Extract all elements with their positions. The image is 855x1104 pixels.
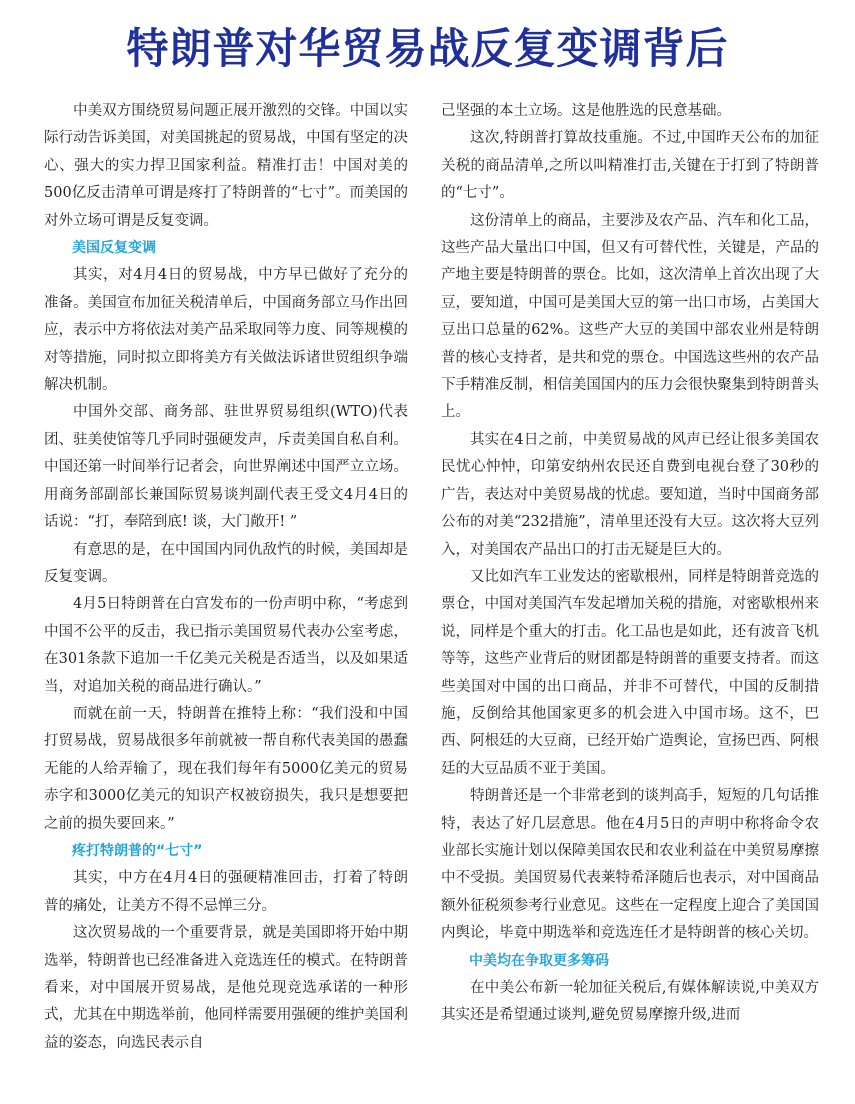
paragraph: 其实，中方在4月4日的强硬精准回击，打着了特朗普的痛处，让美方不得不忌惮三分。 — [44, 870, 408, 914]
left-column — [44, 98, 408, 1098]
section-heading: 疼打特朗普的“七寸” — [72, 842, 203, 859]
paragraph: 这次,特朗普打算故技重施。不过,中国昨天公布的加征关税的商品清单,之所以叫精准打击,关键在于打到了特朗普的“七寸”。 — [441, 130, 819, 202]
paragraph: 特朗普还是一个非常老到的谈判高手，短短的几句话推特，表达了好几层意思。他在4月5日的声明中称将命令农业部长实施计划以保障美国农民和农业利益在中美贸易摩擦中不受损。美国贸易代表莱特希泽随后也表示，对中国商品额外征税须参考行业意见。这些在一定程度上迎合了美国国内舆论，毕竟中期选举和竞选连任才是特朗普的核心关切。 — [441, 788, 819, 942]
paragraph: 又比如汽车工业发达的密歇根州，同样是特朗普竞选的票仓，中国对美国汽车发起增加关税的措施，对密歇根州来说，同样是个重大的打击。化工品也是如此，还有波音飞机等等，这些产业背后的财团都是特朗普的重要支持者。而这些美国对中国的出口商品，并非不可替代，中国的反制措施，反倒给其他国家更多的机会进入中国市场。这不，巴西、阿根廷的大豆商，已经开始广造舆论，宣扬巴西、阿根廷的大豆品质不亚于美国。 — [441, 568, 819, 777]
paragraph: 中美双方围绕贸易问题正展开激烈的交锋。中国以实际行动告诉美国，对美国挑起的贸易战，中国有坚定的决心、强大的实力捍卫国家利益。精准打击！中国对美的500亿反击清单可谓是疼打了特朗普的“七寸”。而美国的对外立场可谓是反复变调。 — [44, 103, 408, 229]
paragraph: 有意思的是，在中国国内同仇敌忾的时候，美国却是反复变调。 — [44, 541, 408, 585]
paragraph: 而就在前一天，特朗普在推特上称：“我们没和中国打贸易战，贸易战很多年前就被一帮自称代表美国的愚蠢无能的人给弄输了，现在我们每年有5000亿美元的贸易赤字和3000亿美元的知识产权被窃损失，我只是想要把之前的损失要回来。” — [44, 705, 408, 832]
page-title: 特朗普对华贸易战反复变调背后 — [126, 24, 729, 73]
section-heading: 中美均在争取更多筹码 — [469, 952, 609, 969]
paragraph: 中国外交部、商务部、驻世界贸易组织(WTO)代表团、驻美使馆等几乎同时强硬发声，斥责美国自私自利。中国还第一时间举行记者会，向世界阐述中国严立立场。用商务部副部长兼国际贸易谈判副代表王受文4月4日的话说：“打，奉陪到底! 谈，大门敞开! ” — [44, 404, 408, 531]
right-column — [441, 98, 819, 1098]
paragraph: 这份清单上的商品，主要涉及农产品、汽车和化工品，这些产品大量出口中国，但又有可替代性，关键是，产品的产地主要是特朗普的票仓。比如，这次清单上首次出现了大豆，要知道，中国可是美国大豆的第一出口市场，占美国大豆出口总量的62%。这些产大豆的美国中部农业州是特朗普的核心支持者，是共和党的票仓。中国选这些州的农产品下手精准反制，相信美国国内的压力会很快聚集到特朗普头上。 — [441, 212, 819, 421]
paragraph: 其实在4日之前，中美贸易战的风声已经让很多美国农民忧心忡忡，印第安纳州农民还自费到电视台登了30秒的广告，表达对中美贸易战的忧虑。要知道，当时中国商务部公布的对美“232措施”，清单里还没有大豆。这次将大豆列入，对美国农产品出口的打击无疑是巨大的。 — [441, 431, 819, 558]
paragraph: 这次贸易战的一个重要背景，就是美国即将开始中期选举，特朗普也已经准备进入竞选连任的模式。在特朗普看来，对中国展开贸易战，是他兑现竞选承诺的一种形式，尤其在中期选举前，他同样需要用强硬的维护美国利益的姿态，向选民表示自 — [44, 925, 408, 1051]
paragraph: 4月5日特朗普在白宫发布的一份声明中称，“考虑到中国不公平的反击，我已指示美国贸易代表办公室考虑，在301条款下追加一千亿美元关税是否适当，以及如果适当，对追加关税的商品进行确认。” — [44, 596, 408, 695]
section-heading: 美国反复变调 — [72, 240, 156, 257]
paragraph: 在中美公布新一轮加征关税后,有媒体解读说,中美双方其实还是希望通过谈判,避免贸易摩擦升级,进而 — [441, 980, 819, 1024]
paragraph-continued: 己坚强的本土立场。这是他胜选的民意基础。 — [441, 103, 731, 119]
paragraph: 其实，对4月4日的贸易战，中方早已做好了充分的准备。美国宣布加征关税清单后，中国商务部立马作出回应，表示中方将依法对美产品采取同等力度、同等规模的对等措施，同时拟立即将美方有关做法诉诸世贸组织争端解决机制。 — [44, 267, 408, 394]
